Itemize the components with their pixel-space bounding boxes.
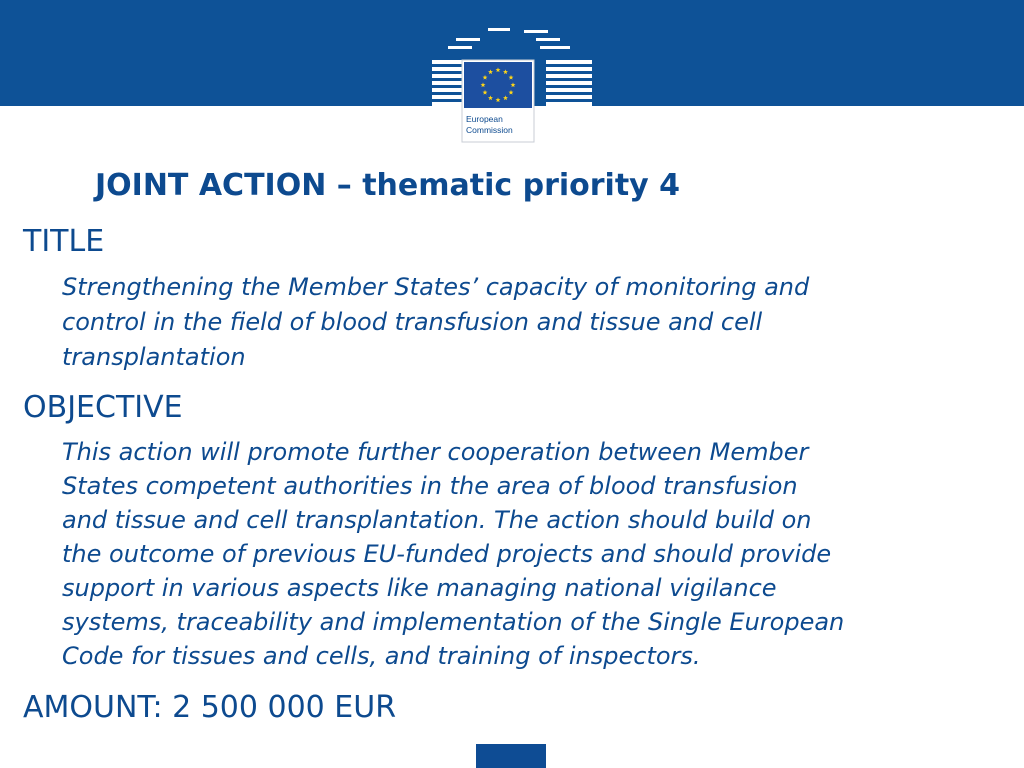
objective-text-line: This action will promote further cooperation between Member [62, 438, 809, 466]
logo-text-line2: Commission [466, 125, 513, 135]
objective-text-line: Code for tissues and cells, and training of inspectors. [62, 642, 701, 670]
objective-text-line: and tissue and cell transplantation. The action should build on [62, 506, 812, 534]
objective-text [62, 435, 844, 673]
logo-text-line1: European [466, 114, 503, 124]
footer-flag-stub [476, 744, 546, 768]
objective-text-line: systems, traceability and implementation of the Single European [62, 608, 845, 636]
title-text-line: Strengthening the Member States’ capacity of monitoring and [62, 273, 810, 301]
objective-text-line: support in various aspects like managing national vigilance [62, 574, 777, 602]
objective-text-line: States competent authorities in the area of blood transfusion [62, 472, 798, 500]
slide-title: JOINT ACTION – thematic priority 4 [95, 168, 681, 203]
title-text-line: control in the field of blood transfusion and tissue and cell [62, 308, 763, 336]
title-heading: TITLE [23, 224, 105, 259]
european-commission-logo [428, 26, 596, 144]
title-text-line: transplantation [62, 343, 246, 371]
objective-heading: OBJECTIVE [23, 390, 183, 425]
title-text [62, 270, 809, 375]
objective-text-line: the outcome of previous EU-funded projects and should provide [62, 540, 832, 568]
amount-text: AMOUNT: 2 500 000 EUR [23, 690, 397, 725]
